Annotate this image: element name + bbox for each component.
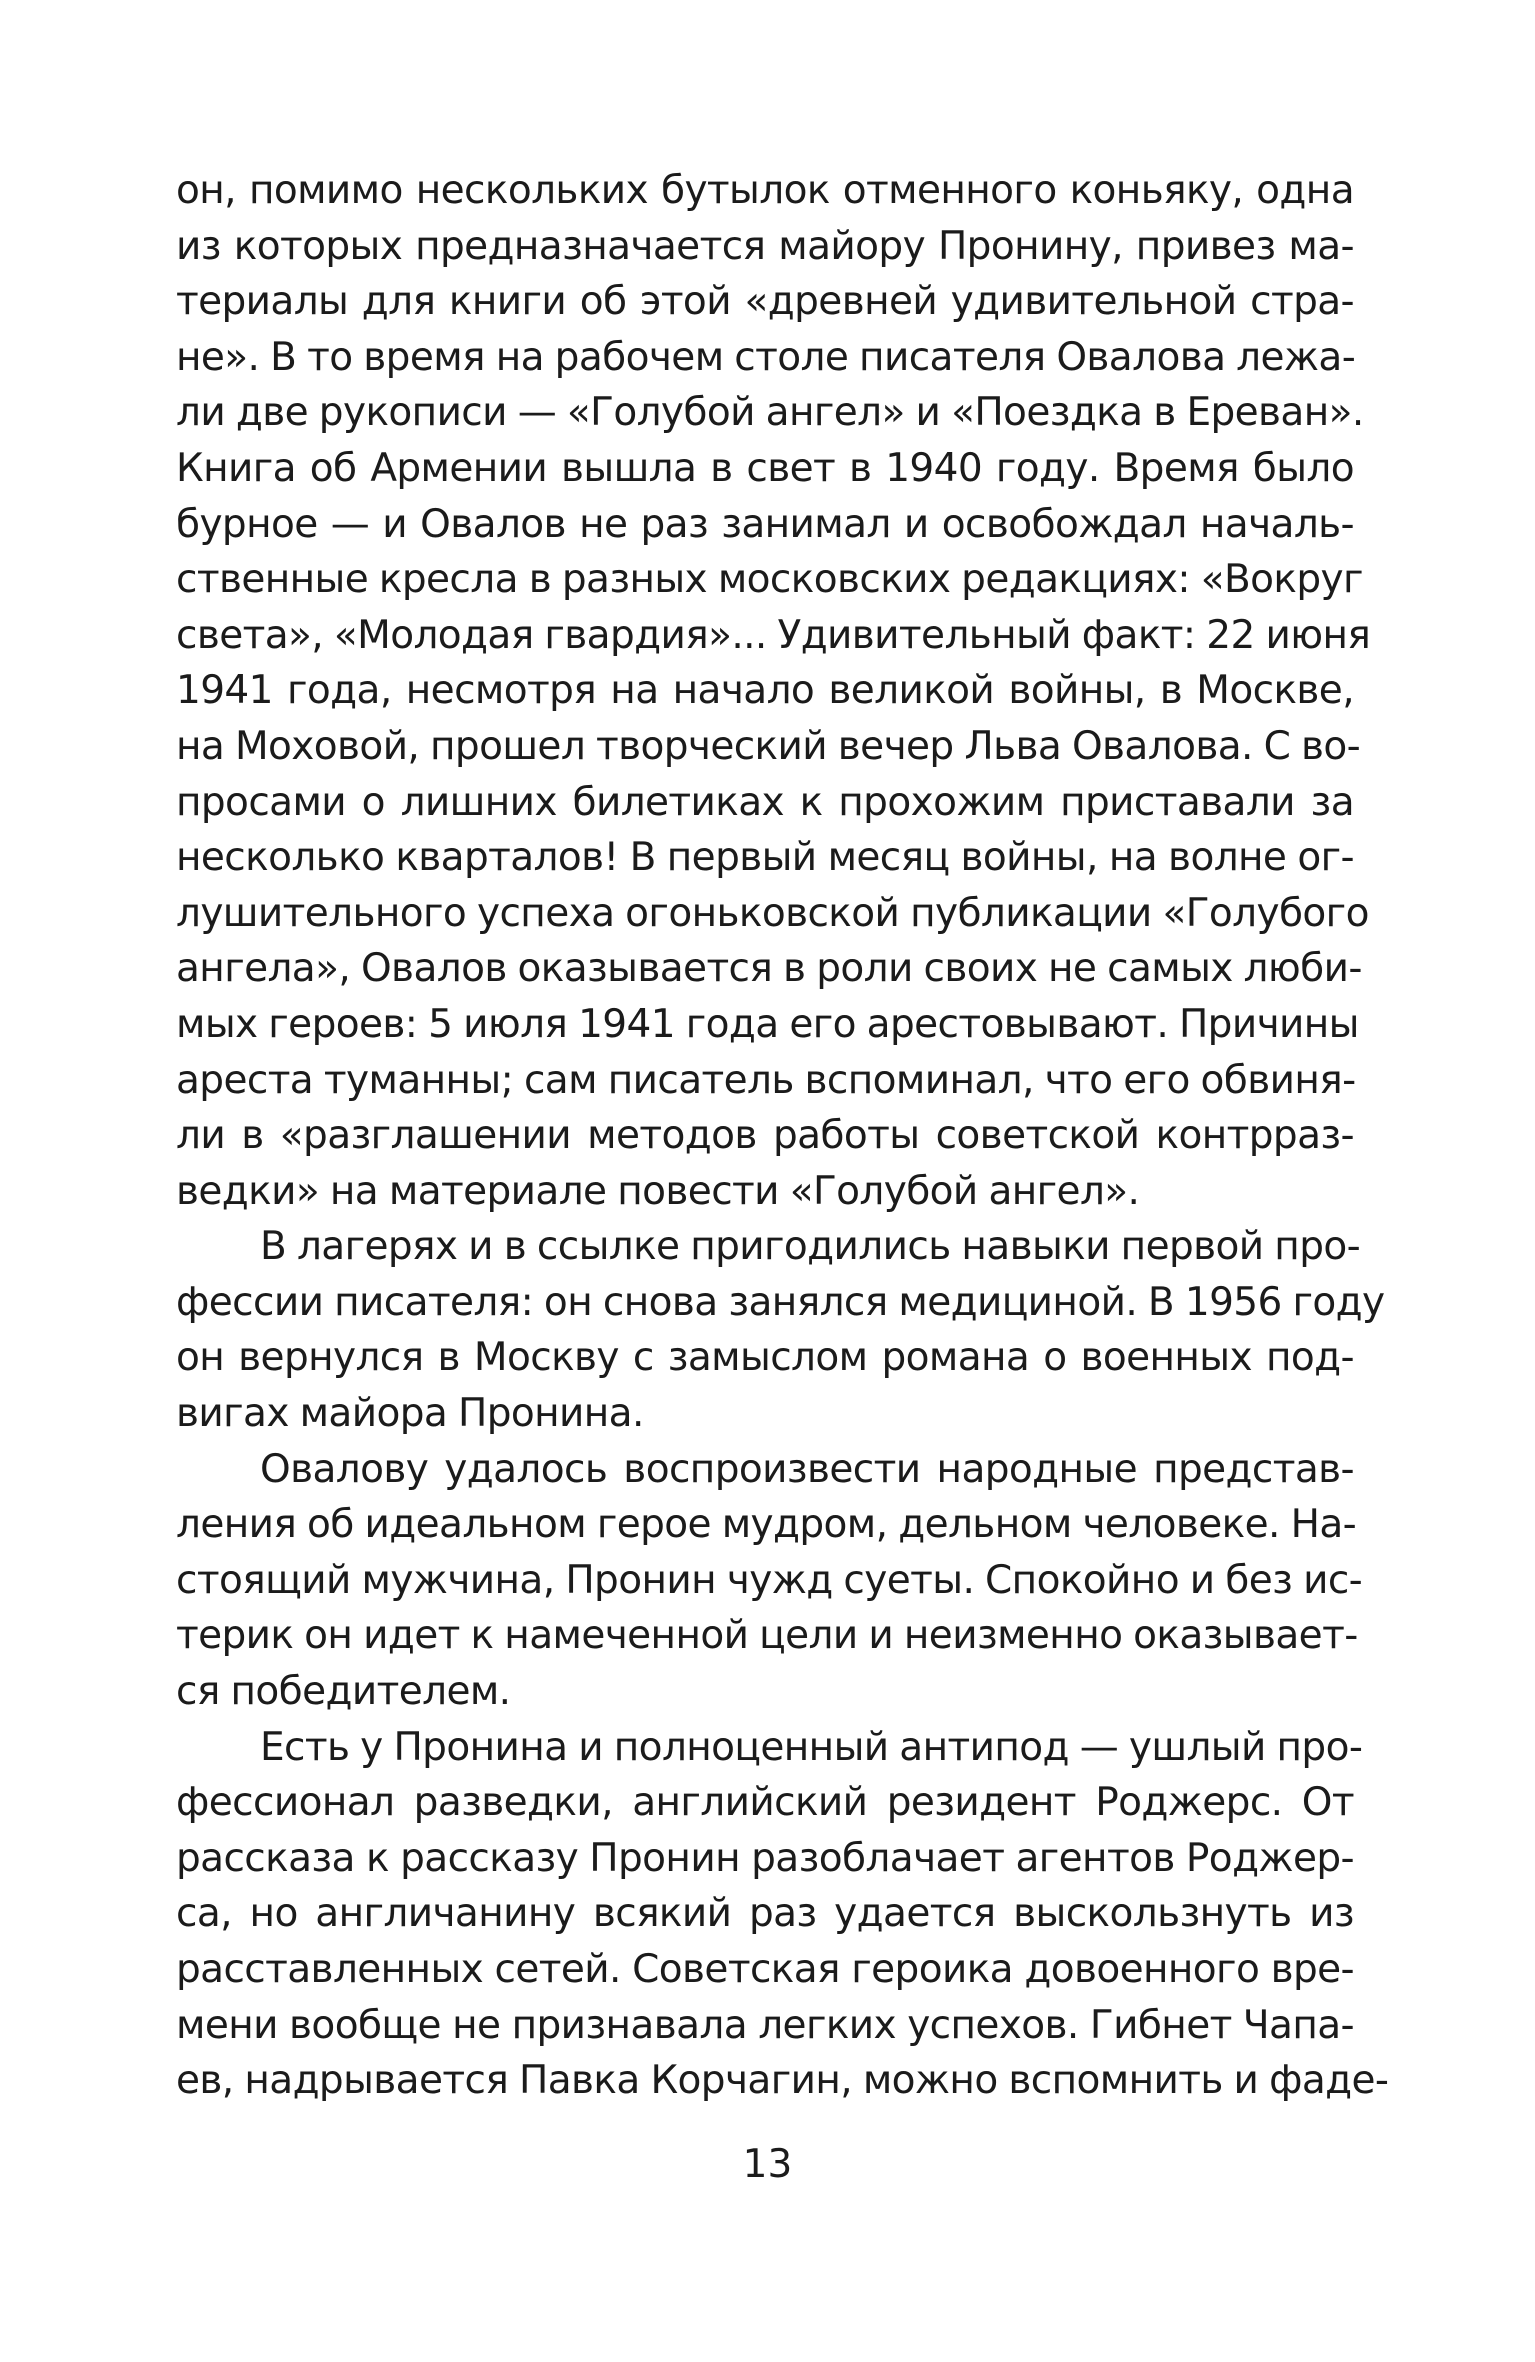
text-line: фессии писателя: он снова занялся медициной. В 1956 году: [176, 1279, 1385, 1325]
text-line: из которых предназначается майору Пронину, привез ма-: [176, 223, 1354, 269]
text-line: са, но англичанину всякий раз удается выскользнуть из: [176, 1891, 1354, 1937]
paragraph: [176, 1219, 1385, 1441]
text-line: Книга об Армении вышла в свет в 1940 году. Время было: [176, 445, 1354, 491]
text-line: не». В то время на рабочем столе писателя Овалова лежа-: [176, 334, 1356, 380]
text-line: несколько кварталов! В первый месяц войны, на волне ог-: [176, 835, 1354, 881]
text-line: ев, надрывается Павка Корчагин, можно вспомнить и фаде-: [176, 2058, 1389, 2104]
text-line: ли две рукописи — «Голубой ангел» и «Поездка в Ереван».: [176, 390, 1364, 436]
text-line: Овалову удалось воспроизвести народные представ-: [260, 1446, 1354, 1492]
text-line: лушительного успеха огоньковской публикации «Голубого: [176, 890, 1369, 936]
text-line: он, помимо нескольких бутылок отменного коньяку, одна: [176, 168, 1354, 213]
text-line: Есть у Пронина и полноценный антипод — ушлый про-: [260, 1724, 1363, 1770]
body-text: [176, 163, 1389, 2109]
text-line: 1941 года, несмотря на начало великой войны, в Москве,: [176, 668, 1354, 714]
text-line: ления об идеальном герое мудром, дельном человеке. На-: [176, 1502, 1357, 1548]
text-line: ангела», Овалов оказывается в роли своих не самых люби-: [176, 946, 1362, 992]
text-line: просами о лишних билетиках к прохожим приставали за: [176, 779, 1354, 825]
text-line: мых героев: 5 июля 1941 года его арестовывают. Причины: [176, 1001, 1359, 1047]
text-line: вигах майора Пронина.: [176, 1391, 644, 1437]
text-line: терик он идет к намеченной цели и неизменно оказывает-: [176, 1613, 1358, 1659]
text-line: на Моховой, прошел творческий вечер Льва Овалова. С во-: [176, 723, 1361, 769]
text-line: мени вообще не признавала легких успехов. Гибнет Чапа-: [176, 2002, 1354, 2048]
text-line: В лагерях и в ссылке пригодились навыки первой про-: [260, 1224, 1361, 1270]
paragraph: [176, 163, 1371, 1219]
text-line: он вернулся в Москву с замыслом романа о военных под-: [176, 1335, 1354, 1381]
text-line: ли в «разглашении методов работы советской контрраз-: [176, 1113, 1354, 1159]
text-line: бурное — и Овалов не раз занимал и освобождал началь-: [176, 501, 1354, 547]
page-number: 13: [742, 2142, 793, 2187]
text-line: фессионал разведки, английский резидент Роджерс. От: [176, 1780, 1354, 1826]
text-line: ареста туманны; сам писатель вспоминал, что его обвиня-: [176, 1057, 1356, 1103]
text-line: света», «Молодая гвардия»... Удивительный факт: 22 июня: [176, 612, 1371, 658]
text-line: стоящий мужчина, Пронин чужд суеты. Спокойно и без ис-: [176, 1557, 1363, 1603]
paragraph: [176, 1442, 1363, 1720]
text-line: ведки» на материале повести «Голубой ангел».: [176, 1168, 1140, 1214]
text-line: териалы для книги об этой «древней удивительной стра-: [176, 279, 1354, 325]
text-line: расставленных сетей. Советская героика довоенного вре-: [176, 1947, 1354, 1992]
text-line: рассказа к рассказу Пронин разоблачает агентов Роджер-: [176, 1835, 1354, 1881]
paragraph: [176, 1720, 1389, 2109]
text-line: ся победителем.: [176, 1669, 511, 1715]
text-line: ственные кресла в разных московских редакциях: «Вокруг: [176, 557, 1363, 603]
